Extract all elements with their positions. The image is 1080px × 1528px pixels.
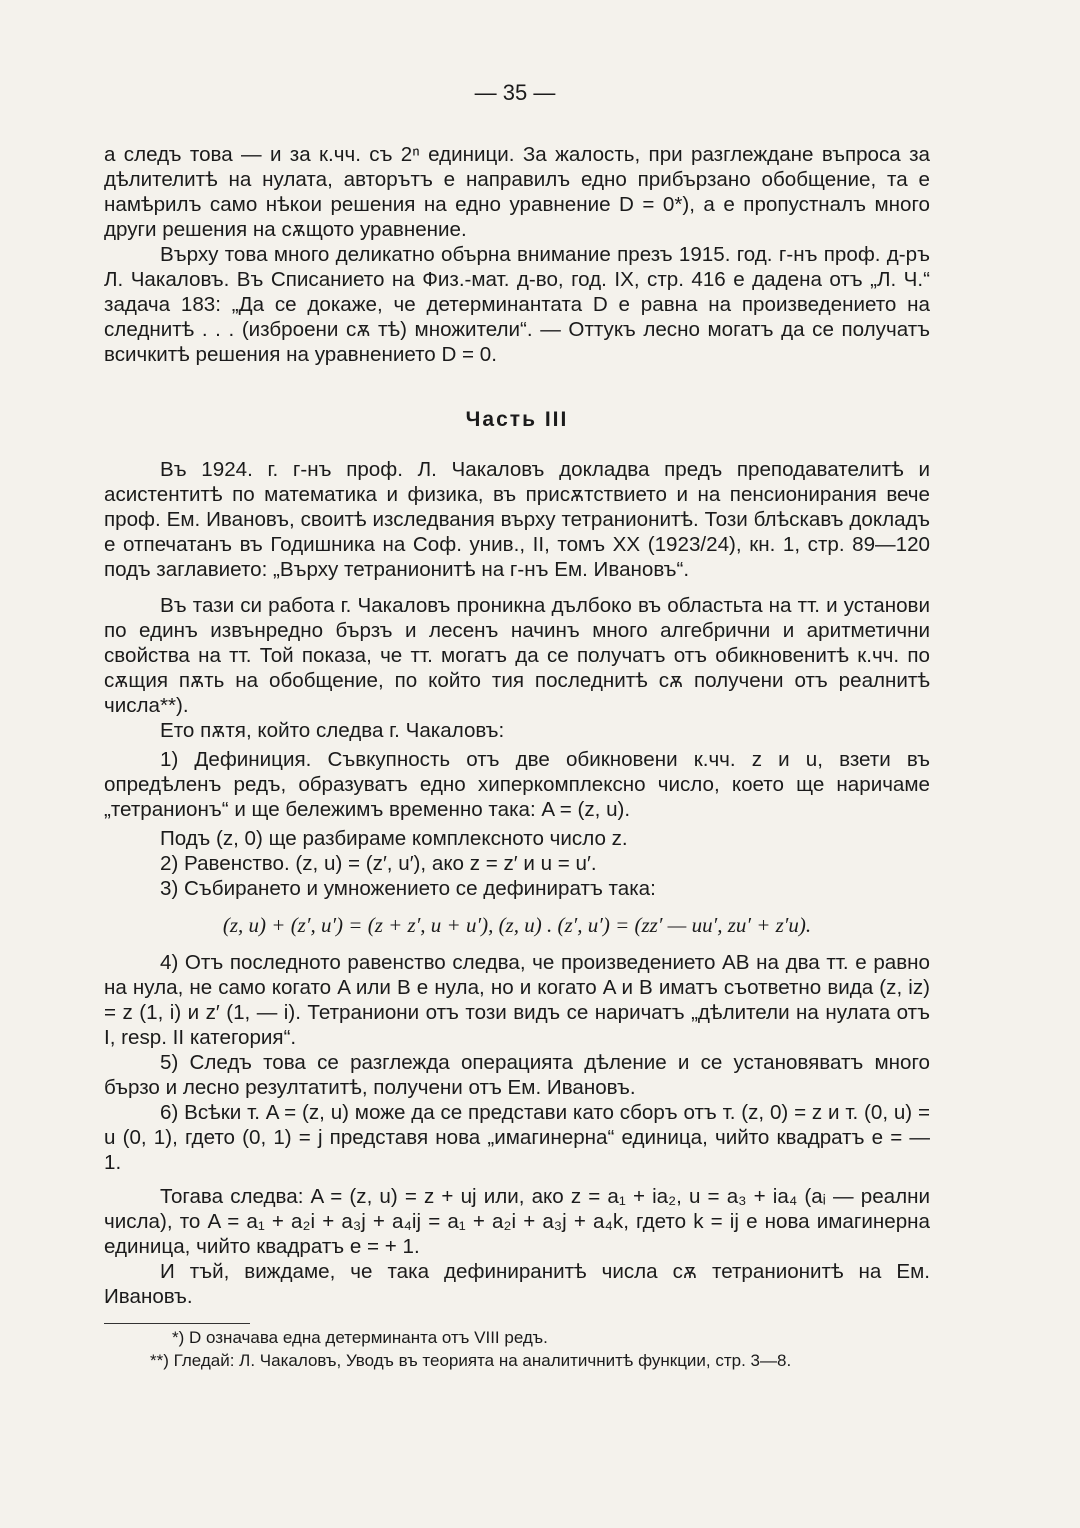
footnote: **) Гледай: Л. Чакаловъ, Уводъ въ теорията на аналитичнитѣ функции, стр. 3—8. [150,1351,792,1370]
paragraph: 2) Равенство. (z, u) = (z′, u′), ако z = z′ и u = u′. [160,852,597,875]
page-number: — 35 — [474,80,556,105]
body-text [104,142,930,367]
paragraph: а следъ това — и за к.чч. съ 2ⁿ единици. За жалость, при разглеждане въпроса за дѣлителитѣ на нулата, авторътъ е направилъ едно прибързано обобщение, та е намѣрилъ само нѣкои решения на едно уравнение D = 0*), а е пропустналъ много други решения на сѫщото уравнение. [104,143,930,241]
section-block [104,408,930,432]
footnote-rule [104,1323,250,1324]
paragraph: И тъй, виждаме, че така дефиниранитѣ числа сѫ тетранионитѣ на Ем. Ивановъ. [104,1260,930,1308]
paragraph: 4) Отъ последното равенство следва, че произведението AB на два тт. е равно на нула, не само когато A или B е нула, но и когато A и B иматъ съответно вида (z, iz) = z (1, i) и z′ (1, — i). Тетраниони отъ този видъ се наричатъ „дѣлители на нулата отъ I, resp. II категория“. [104,951,930,1049]
equation: (z, u) + (z′, u′) = (z + z′, u + u′), (z, u) . (z′, u′) = (zz′ — uu′, zu′ + z′u). [222,913,812,937]
paragraph: 6) Всѣки т. A = (z, u) може да се представи като сборъ отъ т. (z, 0) = z и т. (0, u) = u (0, 1), гдето (0, 1) = j представя нова „имагинерна“ единица, чийто квадратъ е = — 1. [104,1101,930,1174]
paragraph: 5) Следъ това се разглежда операцията дѣление и се установяватъ много бързо и лесно резултатитѣ, получени отъ Ем. Ивановъ. [104,1051,930,1099]
paragraph: Подъ (z, 0) ще разбираме комплексното число z. [160,827,628,850]
paragraph: Тогава следва: A = (z, u) = z + uj или, ако z = a₁ + ia₂, u = a₃ + ia₄ (aᵢ — реални числа), то A = a₁ + a₂i + a₃j + a₄ij = a₁ + a₂i + a₃j + a₄k, гдето k = ij е нова имагинерна единица, чийто квадратъ е = + 1. [104,1185,930,1258]
paragraph: 1) Дефиниция. Съвкупность отъ две обикновени к.чч. z и u, взети въ опредѣленъ редъ, образуватъ едно хиперкомплексно число, което ще наричаме „тетранионъ“ и ще бележимъ временно така: A = (z, u). [104,748,930,821]
paragraph: Ето пѫтя, който следва г. Чакаловъ: [160,719,505,742]
paragraph: 3) Събирането и умножението се дефиниратъ така: [160,877,656,900]
paragraph: Въ 1924. г. г-нъ проф. Л. Чакаловъ докладва предъ преподавателитѣ и асистентитѣ по математика и физика, въ присѫтствието и на пенсионирания вече проф. Ем. Ивановъ, своитѣ изследвания върху тетранионитѣ. Този блѣскавъ докладъ е отпечатанъ въ Годишника на Соф. унив., II, томъ XX (1923/24), кн. 1, стр. 89—120 подъ заглавието: „Върху тетранионитѣ на г-нъ Ем. Ивановъ“. [104,458,930,581]
footnote: *) D означава една детерминанта отъ VIII редъ. [172,1328,548,1347]
paragraph: Върху това много деликатно обърна внимание презъ 1915. год. г-нъ проф. д-ръ Л. Чакаловъ. Въ Списанието на Физ.-мат. д-во, год. IX, стр. 416 е дадена отъ „Л. Ч.“ задача 183: „Да се докаже, че детерминантата D е равна на произведението на следнитѣ . . . (изброени сѫ тѣ) множители“. — Оттукъ лесно могатъ да се получатъ всичкитѣ решения на уравнението D = 0. [104,243,930,366]
section-heading: Часть III [465,408,569,431]
body-text-part-3 [104,457,930,1309]
paragraph: Въ тази си работа г. Чакаловъ проникна дълбоко въ областьта на тт. и установи по единъ извънредно бързъ и лесенъ начинъ много алгебрични и аритметични свойства на тт. Той показа, че тт. могатъ да се получатъ отъ обикновенитѣ к.чч. по сѫщия пѫть на обобщение, по който тия последнитѣ сѫ получени отъ реалнитѣ числа**). [104,594,930,717]
